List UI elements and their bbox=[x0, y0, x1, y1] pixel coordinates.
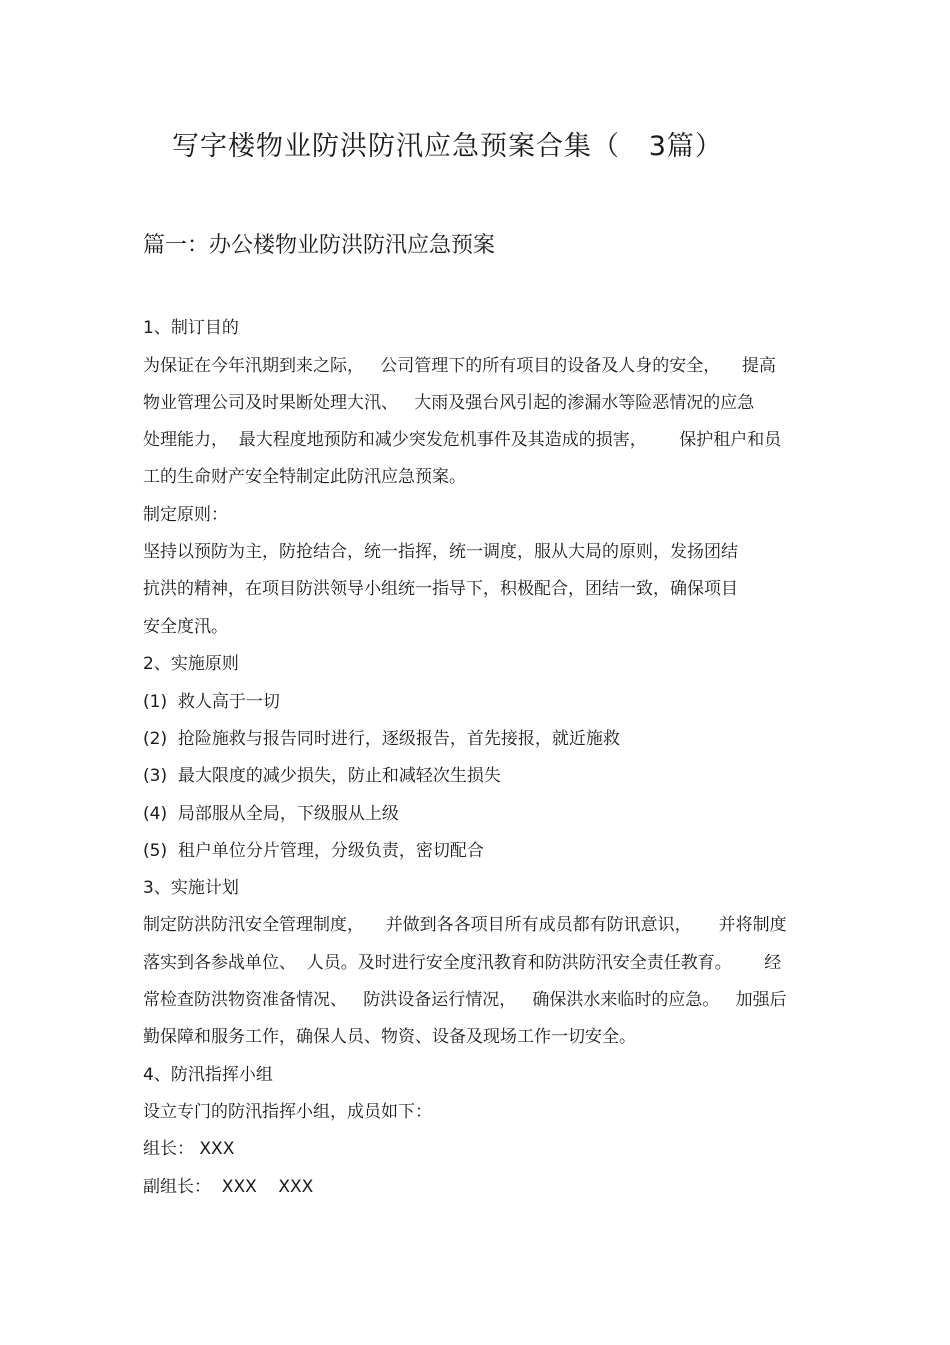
paragraph-line: 物业管理公司及时果断处理大汛、 大雨及强台风引起的渗漏水等险恶情况的应急 bbox=[143, 393, 755, 413]
paragraph-line: 设立专门的防汛指挥小组，成员如下： bbox=[143, 1102, 432, 1122]
deputy-leader-line: 副组长： XXX XXX bbox=[143, 1177, 314, 1197]
paragraph-line: 抗洪的精神，在项目防洪领导小组统一指导下，积极配合，团结一致，确保项目 bbox=[143, 579, 738, 599]
paragraph-line: 安全度汛。 bbox=[143, 617, 228, 637]
section-heading-purpose: 1、制订目的 bbox=[143, 318, 239, 338]
paragraph-line: 坚持以预防为主，防抢结合，统一指挥，统一调度，服从大局的原则，发扬团结 bbox=[143, 542, 738, 562]
paragraph-line: 为保证在今年汛期到来之际， 公司管理下的所有项目的设备及人身的安全， 提高 bbox=[143, 356, 776, 376]
list-item: (2) 抢险施救与报告同时进行，逐级报告，首先接报，就近施救 bbox=[143, 729, 620, 749]
section-heading-principles: 2、实施原则 bbox=[143, 654, 239, 674]
paragraph-line: 工的生命财产安全特制定此防汛应急预案。 bbox=[143, 467, 466, 487]
paragraph-line: 落实到各参战单位、 人员。及时进行安全度汛教育和防洪防汛安全责任教育。 经 bbox=[143, 953, 782, 973]
team-leader-line: 组长： XXX bbox=[143, 1139, 235, 1159]
paragraph-line: 处理能力， 最大程度地预防和减少突发危机事件及其造成的损害， 保护租户和员 bbox=[143, 430, 782, 450]
list-item: (4) 局部服从全局，下级服从上级 bbox=[143, 804, 399, 824]
list-item: (3) 最大限度的减少损失，防止和减轻次生损失 bbox=[143, 766, 501, 786]
list-item: (5) 租户单位分片管理，分级负责，密切配合 bbox=[143, 841, 484, 861]
principles-label: 制定原则： bbox=[143, 505, 228, 525]
section-heading: 篇一：办公楼物业防洪防汛应急预案 bbox=[143, 233, 496, 258]
section-heading-command-team: 4、防汛指挥小组 bbox=[143, 1065, 273, 1085]
document-title: 写字楼物业防洪防汛应急预案合集（ 3篇） bbox=[172, 131, 723, 162]
paragraph-line: 勤保障和服务工作，确保人员、物资、设备及现场工作一切安全。 bbox=[143, 1027, 636, 1047]
section-heading-plan: 3、实施计划 bbox=[143, 878, 239, 898]
paragraph-line: 常检查防洪物资准备情况、 防洪设备运行情况， 确保洪水来临时的应急。 加强后 bbox=[143, 990, 787, 1010]
list-item: (1) 救人高于一切 bbox=[143, 692, 280, 712]
paragraph-line: 制定防洪防汛安全管理制度， 并做到各各项目所有成员都有防讯意识， 并将制度 bbox=[143, 915, 787, 935]
